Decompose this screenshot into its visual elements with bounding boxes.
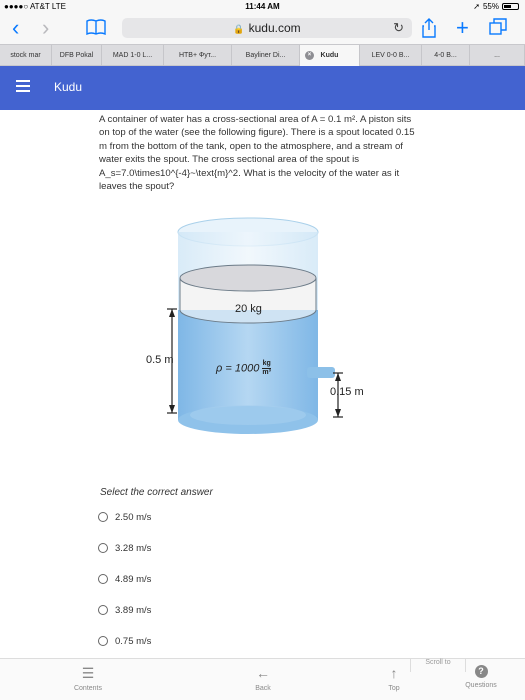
- list-icon: ☰: [81, 665, 95, 681]
- spout-height-label: 0.15 m: [330, 386, 364, 398]
- top-label: Top: [388, 685, 400, 692]
- answer-option-label: 3.28 m/s: [115, 542, 152, 554]
- radio-button[interactable]: [98, 512, 108, 522]
- battery-percent: 55%: [482, 2, 499, 11]
- app-title: Kudu: [54, 80, 83, 94]
- piston-top: [180, 265, 316, 291]
- battery-icon: [502, 3, 519, 10]
- density-value: ρ = 1000: [216, 362, 260, 375]
- tab-label: 4-0 B...: [434, 52, 457, 59]
- browser-tab[interactable]: [470, 45, 525, 66]
- answer-option-label: 2.50 m/s: [115, 511, 152, 523]
- share-icon[interactable]: [422, 18, 436, 43]
- tab-label: DFB Pokal: [59, 52, 94, 59]
- density-unit: [262, 360, 271, 377]
- browser-tab[interactable]: [232, 45, 300, 66]
- water-height-label: 0.5 m: [146, 354, 174, 366]
- tank-diagram: [130, 210, 390, 465]
- density-unit-numerator: kg: [262, 360, 271, 367]
- tab-label: НТВ+ Фут...: [178, 52, 217, 59]
- tab-label: MAD 1-0 L...: [112, 52, 153, 59]
- clock: 11:44 AM: [245, 2, 280, 11]
- answer-option-label: 4.89 m/s: [115, 573, 152, 585]
- density-unit-denominator: m³: [262, 369, 271, 376]
- radio-button[interactable]: [98, 543, 108, 553]
- density-label: [216, 360, 271, 377]
- help-icon: ?: [475, 665, 488, 678]
- answer-option[interactable]: [98, 541, 298, 555]
- answer-option[interactable]: [98, 572, 298, 586]
- tab-label: Kudu: [320, 52, 339, 59]
- arrow-up-icon: ↑: [390, 665, 398, 681]
- radio-button[interactable]: [98, 574, 108, 584]
- location-icon: ➚: [473, 2, 480, 11]
- status-bar: [0, 0, 525, 14]
- answer-option-label: 3.89 m/s: [115, 604, 152, 616]
- forward-icon[interactable]: ›: [42, 15, 50, 40]
- browser-tab[interactable]: [52, 45, 102, 66]
- tab-label: Bayliner Di...: [245, 52, 286, 59]
- tab-strip: [0, 44, 525, 66]
- hamburger-menu-icon[interactable]: [16, 80, 30, 92]
- tab-label: stock mar: [10, 52, 41, 59]
- close-tab-icon[interactable]: ×: [305, 51, 314, 60]
- radio-button[interactable]: [98, 636, 108, 646]
- back-label: Back: [255, 685, 271, 692]
- browser-tab[interactable]: [164, 45, 232, 66]
- back-icon[interactable]: ‹: [12, 15, 20, 40]
- browser-tab[interactable]: [0, 45, 52, 66]
- app-header: [0, 66, 525, 110]
- reload-icon[interactable]: ↻: [393, 20, 404, 35]
- answer-option[interactable]: [98, 603, 298, 617]
- tab-label: ...: [494, 52, 500, 59]
- arrow-left-icon: ←: [256, 665, 270, 681]
- browser-tab[interactable]: [102, 45, 164, 66]
- browser-tab[interactable]: [422, 45, 470, 66]
- new-tab-icon[interactable]: +: [456, 15, 469, 40]
- browser-tab[interactable]: [300, 45, 360, 66]
- lock-icon: 🔒: [233, 24, 245, 34]
- carrier-label: ●●●●○ AT&T LTE: [4, 2, 66, 11]
- address-bar[interactable]: [122, 18, 412, 38]
- battery-indicator: [473, 2, 519, 11]
- question-text: A container of water has a cross-sectional area of A = 0.1 m². A piston sits on top of the water (see the following figure). There is a spout located 0.15 m from the bottom of the tank, open to the atmosphere, and a stream of water exits the spout. The cross sectional area of the spout is A_s=7.0\times10^{-4}~\text{m}^2. What is the velocity of the water as it leaves the spout?: [99, 114, 415, 193]
- spout: [307, 367, 335, 378]
- browser-tab[interactable]: [360, 45, 422, 66]
- tank-figure: [130, 210, 390, 465]
- url-text: kudu.com: [248, 21, 301, 35]
- battery-fill: [504, 5, 511, 8]
- piston-mass-label: 20 kg: [235, 303, 262, 315]
- questions-label: Questions: [465, 682, 497, 689]
- scroll-to-label: Scroll to: [410, 658, 466, 672]
- bookmarks-icon[interactable]: [86, 19, 106, 40]
- answer-option[interactable]: [98, 510, 298, 524]
- radio-button[interactable]: [98, 605, 108, 615]
- answer-prompt: Select the correct answer: [100, 487, 213, 498]
- contents-button[interactable]: [70, 665, 106, 692]
- browser-toolbar: [0, 14, 525, 44]
- tab-label: LEV 0-0 B...: [371, 52, 410, 59]
- contents-label: Contents: [73, 685, 103, 692]
- tabs-overview-icon[interactable]: [489, 18, 507, 41]
- answer-option[interactable]: [98, 634, 298, 648]
- top-button[interactable]: [380, 665, 408, 692]
- answer-option-label: 0.75 m/s: [115, 635, 152, 647]
- back-button[interactable]: [247, 665, 279, 692]
